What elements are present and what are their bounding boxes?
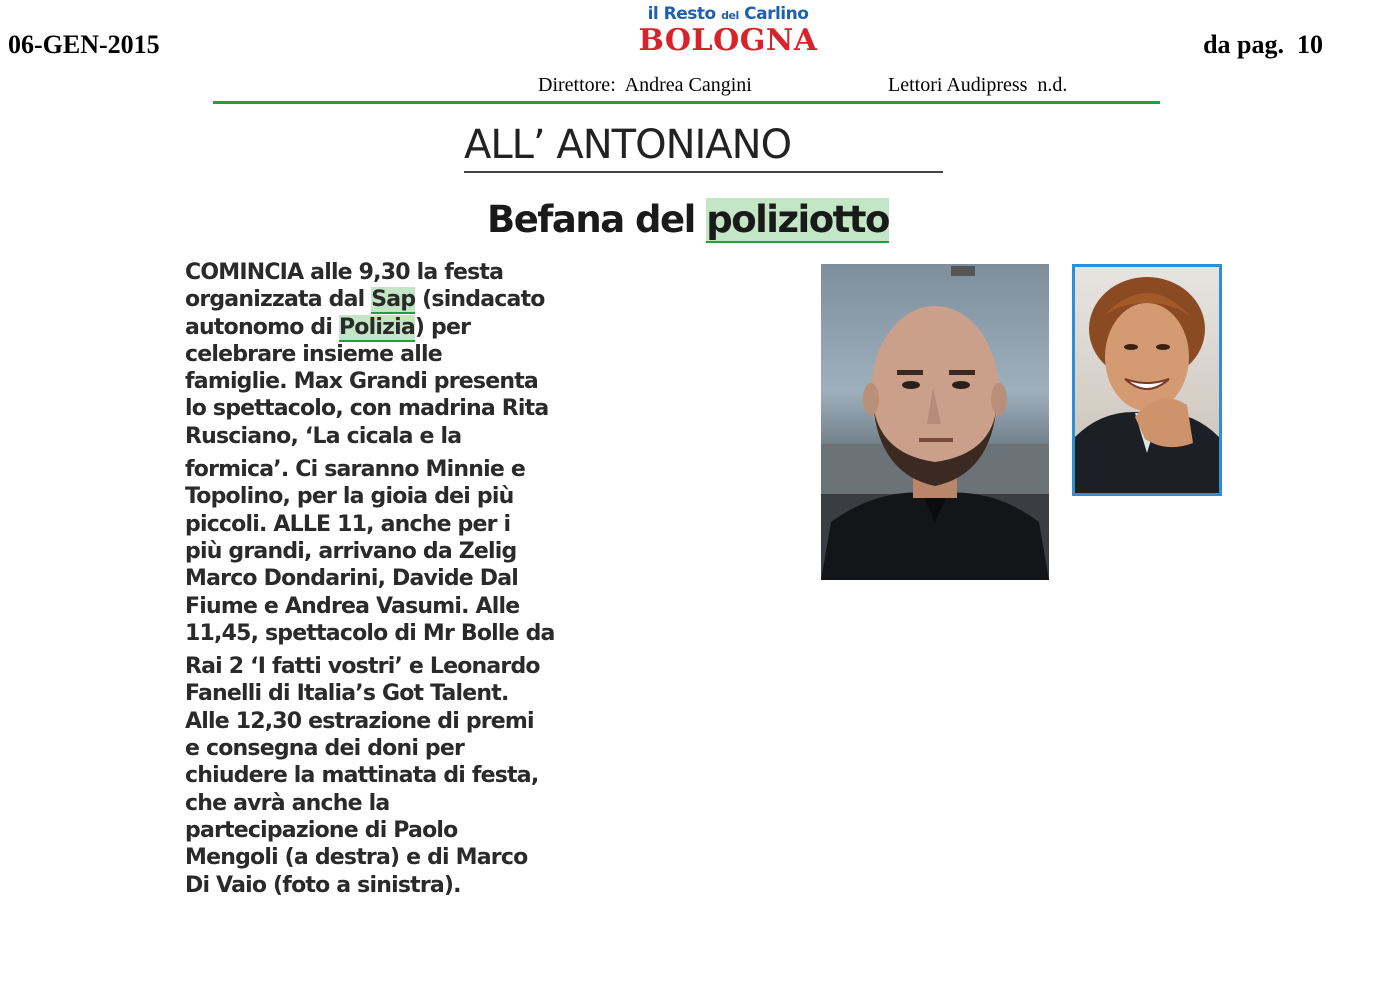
article-line	[185, 538, 565, 565]
portrait-man-illustration	[821, 264, 1049, 580]
article-text: organizzata dal	[185, 287, 372, 313]
article-text: Rusciano, ‘La cicala e la	[185, 423, 462, 449]
article-text: COMINCIA alle 9,30 la festa	[185, 260, 504, 285]
article-text: Marco Dondarini, Davide Dal	[185, 566, 519, 592]
article-text: Fiume e Andrea Vasumi. Alle	[185, 593, 520, 619]
article-line	[185, 423, 565, 450]
article-line	[185, 762, 565, 789]
article-headline	[487, 198, 889, 241]
article-text: famiglie. Max Grandi presenta	[185, 369, 538, 395]
article-text: autonomo di	[185, 314, 339, 340]
article-text: ) per	[414, 314, 471, 340]
portrait-smiling-man-illustration	[1075, 267, 1219, 493]
article-text: lo spettacolo, con madrina Rita	[185, 396, 549, 422]
article-text: partecipazione di Paolo	[185, 817, 458, 843]
article-text: Alle 12,30 estrazione di premi	[185, 708, 534, 734]
article-text: formica’. Ci saranno Minnie e	[185, 457, 525, 483]
director-line: Direttore: Andrea Cangini	[538, 74, 752, 96]
logo-text-carlino: Carlino	[744, 4, 809, 24]
document-date: 06-GEN-2015	[8, 30, 160, 59]
header-divider	[213, 101, 1160, 104]
article-line	[185, 844, 565, 871]
article-line	[185, 817, 565, 844]
article-line	[185, 286, 565, 313]
headline-text: Befana del	[487, 198, 707, 241]
article-text: e consegna dei doni per	[185, 736, 465, 762]
highlighted-term: Polizia	[338, 314, 415, 340]
article-text: Fanelli di Italia’s Got Talent.	[185, 681, 509, 707]
article-line	[185, 708, 565, 735]
article-line	[185, 872, 565, 899]
logo-city: BOLOGNA	[638, 23, 818, 58]
article-text: Topolino, per la gioia dei più	[185, 484, 514, 510]
article-line	[185, 735, 565, 762]
article-text: più grandi, arrivano da Zelig	[185, 538, 517, 564]
logo-text-resto: il Resto	[647, 4, 716, 24]
article-line	[185, 620, 565, 647]
article-text: piccoli. ALLE 11, anche per i	[185, 511, 511, 537]
article-text: celebrare insieme alle	[185, 341, 442, 367]
article-text: chiudere la mattinata di festa,	[185, 763, 539, 789]
article-line	[185, 314, 565, 341]
photo-marco-di-vaio	[821, 264, 1049, 580]
article-line	[185, 565, 565, 592]
article-text: che avrà anche la	[185, 790, 390, 816]
article-line	[185, 593, 565, 620]
newspaper-logo	[632, 4, 824, 56]
highlighted-term: Sap	[371, 287, 416, 313]
kicker-underline	[464, 171, 943, 173]
article-text: 11,45, spettacolo di Mr Bolle da	[185, 620, 555, 646]
article-kicker: ALL’ ANTONIANO	[464, 122, 792, 168]
photo-paolo-mengoli	[1072, 264, 1222, 496]
article-line	[185, 341, 565, 368]
article-text: Di Vaio (foto a sinistra).	[185, 872, 461, 898]
article-line	[185, 456, 565, 483]
page-reference: da pag. 10	[1203, 30, 1323, 59]
article-line	[185, 680, 565, 707]
readers-line: Lettori Audipress n.d.	[888, 74, 1068, 96]
article-line	[185, 790, 565, 817]
article-line	[185, 653, 565, 680]
headline-highlight: poliziotto	[706, 198, 889, 241]
article-line	[185, 395, 565, 422]
article-text: Mengoli (a destra) e di Marco	[185, 845, 528, 871]
article-body	[185, 259, 565, 899]
article-line	[185, 483, 565, 510]
article-line	[185, 259, 565, 286]
article-line	[185, 511, 565, 538]
article-text: (sindacato	[415, 287, 545, 313]
logo-text-del: del	[721, 9, 739, 22]
article-line	[185, 368, 565, 395]
article-text: Rai 2 ‘I fatti vostri’ e Leonardo	[185, 654, 540, 680]
